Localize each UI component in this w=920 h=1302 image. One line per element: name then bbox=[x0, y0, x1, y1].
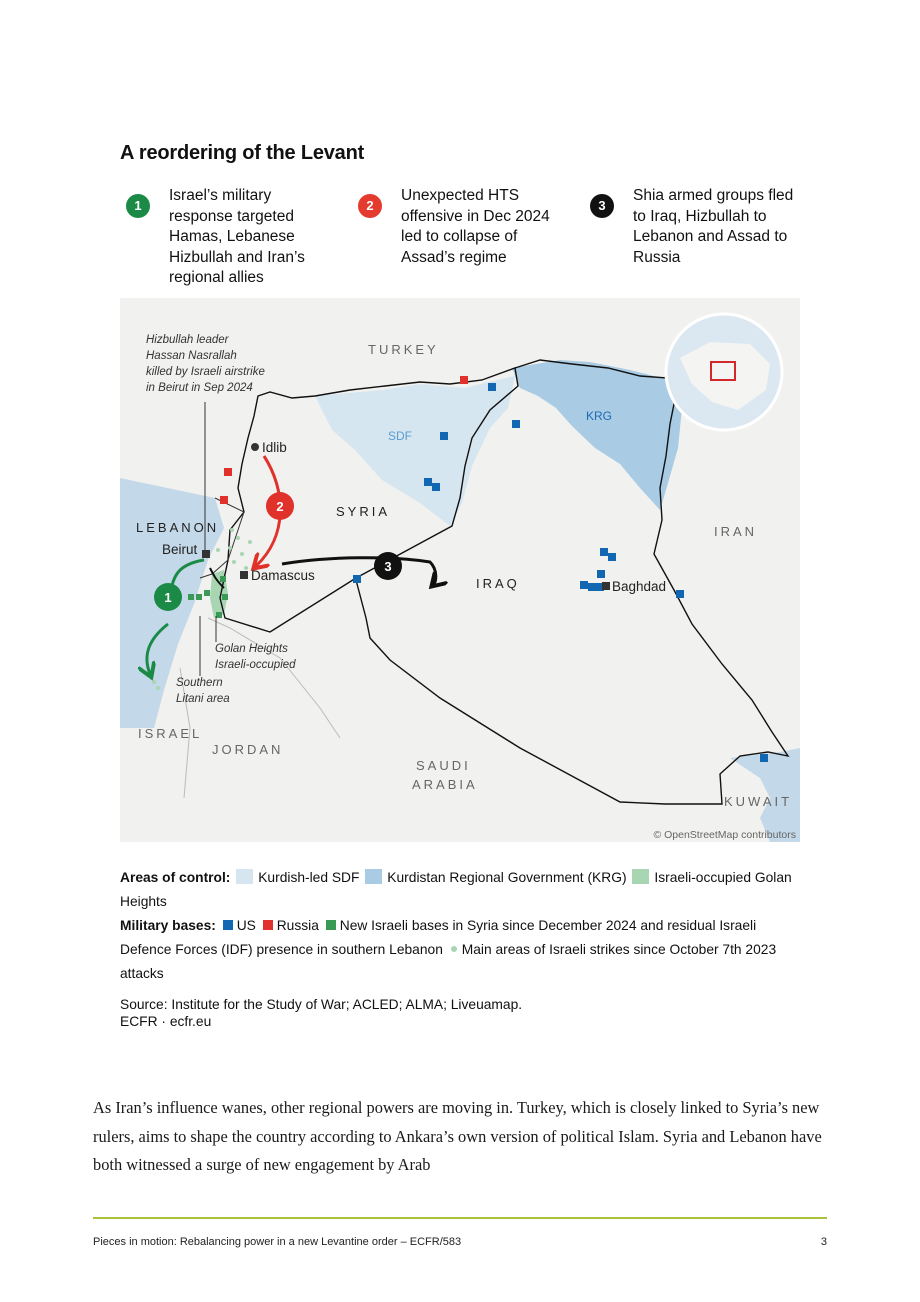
us-base bbox=[432, 483, 440, 491]
russia-base bbox=[460, 376, 468, 384]
us-base bbox=[580, 581, 588, 589]
strike-dot bbox=[248, 540, 252, 544]
annotation-litani-2: Litani area bbox=[176, 693, 230, 705]
annotation-litani-1: Southern bbox=[176, 677, 223, 689]
legend-us-swatch bbox=[223, 920, 233, 930]
page-footer bbox=[93, 1236, 827, 1248]
us-base bbox=[760, 754, 768, 762]
russia-base bbox=[220, 496, 228, 504]
legend-krg: Kurdistan Regional Government (KRG) bbox=[387, 870, 627, 885]
label-krg: KRG bbox=[586, 409, 613, 423]
israeli-base bbox=[196, 594, 202, 600]
label-iraq: IRAQ bbox=[476, 576, 520, 591]
label-turkey: TURKEY bbox=[368, 342, 439, 357]
annotation-nasrallah-4: in Beirut in Sep 2024 bbox=[146, 382, 253, 394]
label-damascus: Damascus bbox=[251, 568, 315, 583]
us-base bbox=[676, 590, 684, 598]
legend-sdf: Kurdish-led SDF bbox=[258, 870, 360, 885]
annotation-nasrallah-2: Hassan Nasrallah bbox=[146, 350, 237, 362]
label-kuwait: KUWAIT bbox=[724, 794, 793, 809]
label-saudi-1: SAUDI bbox=[416, 758, 471, 773]
label-jordan: JORDAN bbox=[212, 742, 284, 757]
us-base bbox=[512, 420, 520, 428]
footer-rule bbox=[93, 1217, 827, 1219]
map-legend bbox=[120, 866, 810, 986]
us-base bbox=[600, 548, 608, 556]
source-line-1: Source: Institute for the Study of War; ACLED; ALMA; Liveuamap. bbox=[120, 997, 523, 1012]
strike-dot bbox=[152, 680, 156, 684]
legend-israeli-swatch bbox=[326, 920, 336, 930]
israeli-base bbox=[188, 594, 194, 600]
label-iran: IRAN bbox=[714, 524, 758, 539]
legend-strikes: Main areas of Israeli strikes since October 7th 2023 attacks bbox=[120, 942, 777, 981]
israeli-base bbox=[222, 594, 228, 600]
source-line-2: ECFR · ecfr.eu bbox=[120, 1014, 212, 1029]
us-base bbox=[440, 432, 448, 440]
israeli-base bbox=[204, 590, 210, 596]
us-base bbox=[608, 553, 616, 561]
label-idlib: Idlib bbox=[262, 440, 287, 455]
legend-russia: Russia bbox=[276, 918, 319, 933]
israeli-base bbox=[216, 612, 222, 618]
levant-map bbox=[120, 298, 800, 842]
map-credit: © OpenStreetMap contributors bbox=[653, 829, 796, 841]
strike-dot bbox=[244, 566, 248, 570]
legend-bases bbox=[120, 914, 810, 986]
legend-strikes-swatch bbox=[451, 946, 457, 952]
annotation-nasrallah-1: Hizbullah leader bbox=[146, 334, 229, 346]
step-3-badge: 3 bbox=[590, 194, 614, 218]
legend-us: US bbox=[236, 918, 256, 933]
annotation-golan-2: Israeli-occupied bbox=[215, 659, 296, 671]
idlib-marker bbox=[251, 443, 259, 451]
legend-israeli: New Israeli bases in Syria since December 2024 and residual Israeli Defence Forces (IDF) presence in southern Lebanon bbox=[120, 918, 757, 957]
russia-base bbox=[224, 468, 232, 476]
step-3-text: Shia armed groups fled to Iraq, Hizbullah to Lebanon and Assad to Russia bbox=[633, 187, 794, 266]
map-marker-1-label: 1 bbox=[164, 590, 172, 605]
strike-dot bbox=[228, 546, 232, 550]
body-paragraph: As Iran’s influence wanes, other regional powers are moving in. Turkey, which is closely linked to Syria’s new rulers, aims to shape the country according to Ankara’s own version of political Islam. Syria and Lebanon have both witnessed a surge of new engagement by Arab bbox=[93, 1098, 822, 1174]
legend-bases-label: Military bases: bbox=[120, 918, 216, 933]
legend-sdf-swatch bbox=[236, 869, 253, 884]
annotation-nasrallah-3: killed by Israeli airstrike bbox=[146, 366, 265, 378]
baghdad-marker bbox=[602, 582, 610, 590]
legend-golan-swatch bbox=[632, 869, 649, 884]
map-marker-2-label: 2 bbox=[276, 499, 284, 514]
us-base bbox=[424, 478, 432, 486]
figure-title: A reordering of the Levant bbox=[120, 142, 365, 164]
strike-dot bbox=[232, 560, 236, 564]
strike-dot bbox=[216, 548, 220, 552]
step-1-text: Israel’s military response targeted Hamas, Lebanese Hizbullah and Iran’s regional allies bbox=[169, 187, 305, 286]
strike-dot bbox=[240, 552, 244, 556]
annotation-golan-1: Golan Heights bbox=[215, 643, 288, 655]
footer-title: Pieces in motion: Rebalancing power in a new Levantine order – ECFR/583 bbox=[93, 1236, 462, 1248]
label-lebanon: LEBANON bbox=[136, 520, 220, 535]
damascus-marker bbox=[240, 571, 248, 579]
legend-areas bbox=[120, 866, 810, 914]
map-marker-3-label: 3 bbox=[384, 559, 392, 574]
strike-dot bbox=[236, 536, 240, 540]
legend-areas-label: Areas of control: bbox=[120, 870, 231, 885]
figure-source bbox=[120, 996, 522, 1030]
beirut-marker bbox=[202, 550, 210, 558]
label-beirut: Beirut bbox=[162, 542, 198, 557]
label-syria: SYRIA bbox=[336, 504, 391, 519]
label-saudi-2: ARABIA bbox=[412, 777, 478, 792]
label-baghdad: Baghdad bbox=[612, 579, 667, 594]
legend-krg-swatch bbox=[365, 869, 382, 884]
page-number: 3 bbox=[820, 1236, 827, 1248]
step-2-text: Unexpected HTS offensive in Dec 2024 led to collapse of Assad’s regime bbox=[401, 187, 550, 266]
step-2-badge: 2 bbox=[358, 194, 382, 218]
israeli-base bbox=[220, 576, 226, 582]
us-base bbox=[488, 383, 496, 391]
label-sdf: SDF bbox=[388, 429, 412, 443]
strike-dot bbox=[230, 528, 234, 532]
legend-golan: Israeli-occupied Golan Heights bbox=[120, 870, 792, 909]
strike-dot bbox=[156, 686, 160, 690]
us-base bbox=[353, 575, 361, 583]
us-base bbox=[588, 583, 596, 591]
us-base bbox=[597, 570, 605, 578]
legend-russia-swatch bbox=[263, 920, 273, 930]
label-israel: ISRAEL bbox=[138, 726, 203, 741]
step-1-badge: 1 bbox=[126, 194, 150, 218]
